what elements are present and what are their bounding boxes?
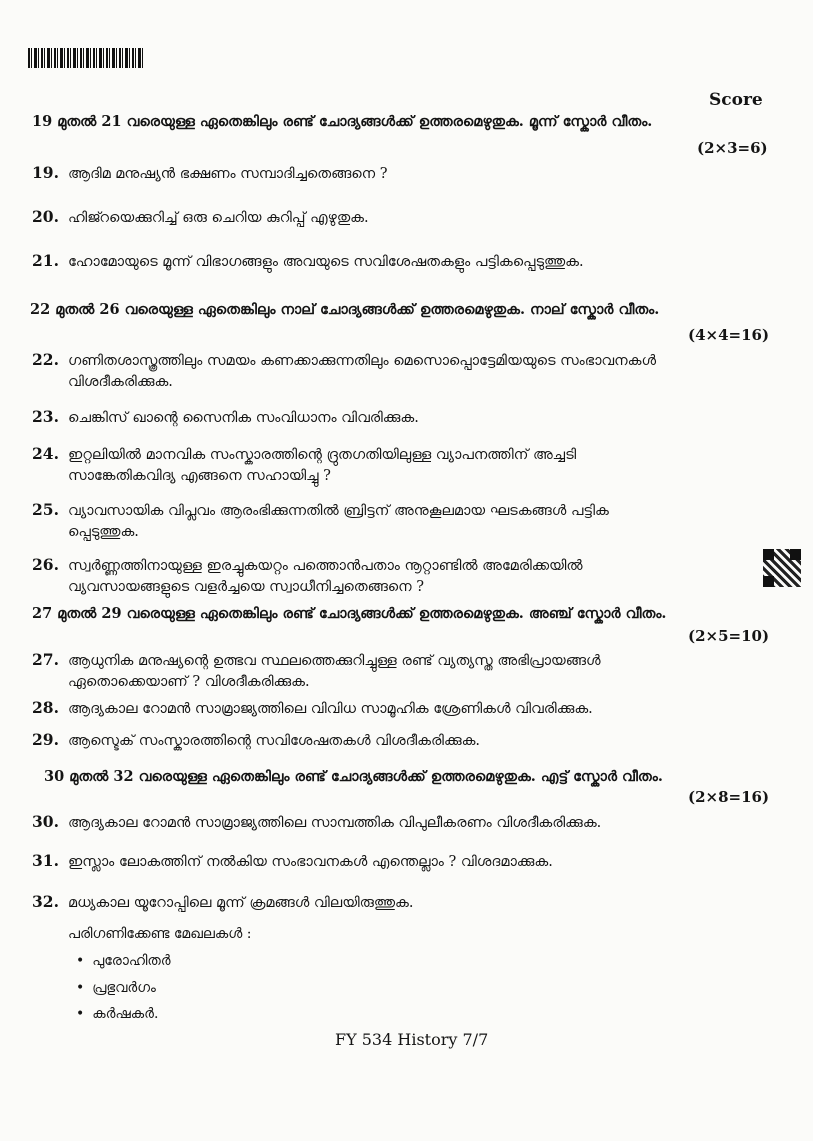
- question-text-continued: ഏതൊക്കെയാണ് ? വിശദീകരിക്കുക.: [68, 674, 310, 690]
- question-number: 32.: [32, 892, 59, 911]
- qr-code: [763, 549, 801, 587]
- question-23: [32, 406, 419, 429]
- question-text: ആസ്ടെക് സംസ്കാരത്തിന്റെ സവിശേഷതകൾ വിശദീകരിക്കുക.: [68, 733, 481, 749]
- question-31: [32, 850, 553, 873]
- question-text: ഹിജ്റയെക്കുറിച്ച് ഒരു ചെറിയ കുറിപ്പ് എഴുതുക.: [68, 210, 369, 226]
- question-number: 21.: [32, 251, 59, 270]
- question-26: [32, 554, 583, 598]
- question-number: 23.: [32, 407, 59, 426]
- question-29: [32, 729, 480, 752]
- question-number: 20.: [32, 207, 59, 226]
- section-1-instruction: 19 മുതൽ 21 വരെയുള്ള ഏതെങ്കിലും രണ്ട് ചോദ്യങ്ങൾക്ക് ഉത്തരമെഴുതുക. മൂന്ന് സ്കോർ വീതം.: [32, 113, 653, 130]
- question-28: [32, 697, 593, 720]
- question-text-continued: പ്പെടുത്തുക.: [68, 524, 139, 540]
- question-text: ഗണിതശാസ്ത്രത്തിലും സമയം കണക്കാക്കുന്നതിലും മെസൊപ്പൊട്ടേമിയയുടെ സംഭാവനകൾ: [68, 353, 657, 369]
- question-number: 24.: [32, 444, 59, 463]
- question-text: വ്യാവസായിക വിപ്ലവം ആരംഭിക്കുന്നതിൽ ബ്രിട്ടന് അനുകൂലമായ ഘടകങ്ങൾ പട്ടിക: [68, 503, 609, 519]
- question-20: [32, 206, 369, 229]
- page-footer: FY 534 History 7/7: [335, 1030, 489, 1049]
- question-text: മധ്യകാല യൂറോപ്പിലെ മൂന്ന് ക്രമങ്ങൾ വിലയിരുത്തുക.: [68, 895, 414, 911]
- section-4-instruction: 30 മുതൽ 32 വരെയുള്ള ഏതെങ്കിലും രണ്ട് ചോദ്യങ്ങൾക്ക് ഉത്തരമെഴുതുക. എട്ട് സ്കോർ വീതം.: [44, 768, 663, 785]
- question-number: 19.: [32, 163, 59, 182]
- section-2-instruction: 22 മുതൽ 26 വരെയുള്ള ഏതെങ്കിലും നാല് ചോദ്യങ്ങൾക്ക് ഉത്തരമെഴുതുക. നാല് സ്കോർ വീതം.: [30, 301, 660, 318]
- q32-areas-label: പരിഗണിക്കേണ്ട മേഖലകൾ :: [68, 926, 252, 942]
- section-3-instruction: 27 മുതൽ 29 വരെയുള്ള ഏതെങ്കിലും രണ്ട് ചോദ്യങ്ങൾക്ക് ഉത്തരമെഴുതുക. അഞ്ച് സ്കോർ വീതം.: [32, 605, 667, 622]
- question-number: 29.: [32, 730, 59, 749]
- question-number: 30.: [32, 812, 59, 831]
- q32-point-nobility: • പ്രഭുവർഗം: [76, 980, 156, 996]
- question-number: 22.: [32, 350, 59, 369]
- question-text: ആധുനിക മനുഷ്യന്റെ ഉത്ഭവ സ്ഥലത്തെക്കുറിച്ചുള്ള രണ്ട് വ്യത്യസ്ത അഭിപ്രായങ്ങൾ: [68, 653, 601, 669]
- barcode: [28, 48, 144, 68]
- question-number: 28.: [32, 698, 59, 717]
- question-19: [32, 162, 388, 185]
- question-number: 31.: [32, 851, 59, 870]
- question-text: ചെങ്കിസ് ഖാന്റെ സൈനിക സംവിധാനം വിവരിക്കുക.: [68, 410, 419, 426]
- section-3-marks: (2×5=10): [688, 627, 770, 645]
- section-4-marks: (2×8=16): [688, 788, 770, 806]
- question-text: ആദ്യകാല റോമൻ സാമ്രാജ്യത്തിലെ വിവിധ സാമൂഹിക ശ്രേണികൾ വിവരിക്കുക.: [68, 701, 593, 717]
- question-number: 27.: [32, 650, 59, 669]
- question-30: [32, 811, 601, 834]
- question-27: [32, 649, 601, 693]
- question-25: [32, 499, 609, 543]
- question-number: 26.: [32, 555, 59, 574]
- question-text-continued: വ്യവസായങ്ങളുടെ വളർച്ചയെ സ്വാധീനിച്ചതെങ്ങനെ ?: [68, 579, 424, 595]
- question-number: 25.: [32, 500, 59, 519]
- q32-point-priests: • പുരോഹിതർ: [76, 953, 171, 969]
- question-32: [32, 891, 413, 914]
- question-text: സ്വർണ്ണത്തിനായുള്ള ഇരച്ചുകയറ്റം പത്തൊൻപതാം നൂറ്റാണ്ടിൽ അമേരിക്കയിൽ: [68, 558, 583, 574]
- question-22: [32, 349, 656, 393]
- score-header: Score: [709, 90, 763, 110]
- question-text: ആദിമ മനുഷ്യൻ ഭക്ഷണം സമ്പാദിച്ചതെങ്ങനെ ?: [68, 166, 388, 182]
- question-text: ഹോമോയുടെ മൂന്ന് വിഭാഗങ്ങളും അവയുടെ സവിശേഷതകളും പട്ടികപ്പെടുത്തുക.: [68, 254, 584, 270]
- question-text: ആദ്യകാല റോമൻ സാമ്രാജ്യത്തിലെ സാമ്പത്തിക വിപുലീകരണം വിശദീകരിക്കുക.: [68, 815, 602, 831]
- question-21: [32, 250, 584, 273]
- question-text: ഇറ്റലിയിൽ മാനവിക സംസ്കാരത്തിന്റെ ദ്രുതഗതിയിലുള്ള വ്യാപനത്തിന് അച്ചടി: [68, 447, 577, 463]
- question-text-continued: സാങ്കേതികവിദ്യ എങ്ങനെ സഹായിച്ചു ?: [68, 468, 331, 484]
- question-text-continued: വിശദീകരിക്കുക.: [68, 374, 173, 390]
- question-text: ഇസ്ലാം ലോകത്തിന് നൽകിയ സംഭാവനകൾ എന്തെല്ലാം ? വിശദമാക്കുക.: [68, 854, 553, 870]
- question-24: [32, 443, 576, 487]
- section-2-marks: (4×4=16): [688, 326, 770, 344]
- section-1-marks: (2×3=6): [697, 139, 768, 157]
- q32-point-peasants: • കർഷകർ.: [76, 1006, 158, 1022]
